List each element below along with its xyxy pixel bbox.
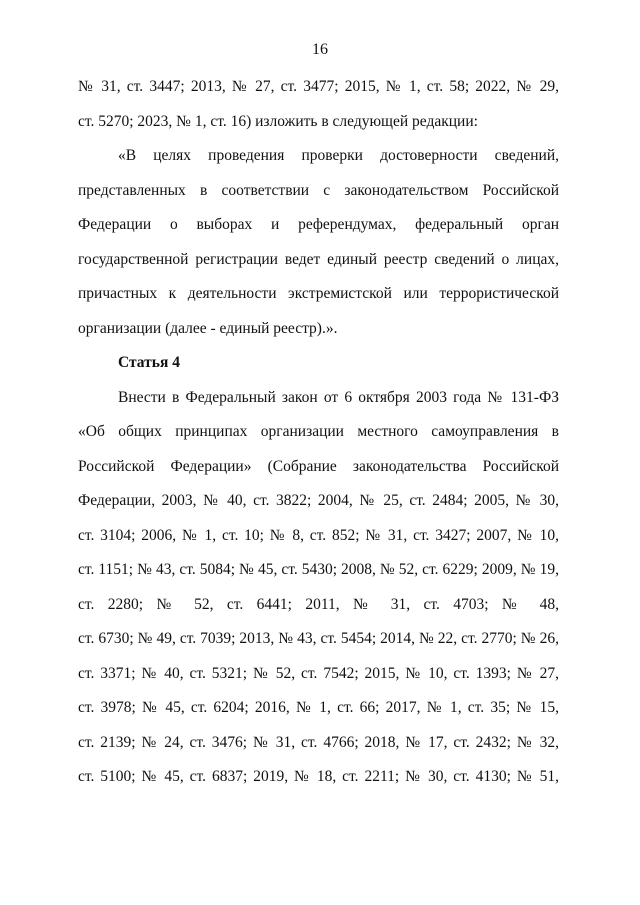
text-line: Федерации, 2003, № 40, ст. 3822; 2004, № 25, ст. 2484; 2005, № 30, bbox=[78, 492, 559, 509]
text-line: Российской Федерации» (Собрание законодательства Российской bbox=[78, 457, 559, 475]
text-line: ст. 6730; № 49, ст. 7039; 2013, № 43, ст. 5454; 2014, № 22, ст. 2770; № 26, bbox=[78, 630, 559, 647]
text-line: ст. 2280; № 52, ст. 6441; 2011, № 31, ст. 4703; № 48, bbox=[78, 595, 559, 613]
text-line: «В целях проведения проверки достоверности сведений, bbox=[118, 147, 559, 164]
text-line: Федерации о выборах и референдумах, федеральный орган bbox=[78, 216, 559, 233]
text-line: ст. 3104; 2006, № 1, ст. 10; № 8, ст. 852; № 31, ст. 3427; 2007, № 10, bbox=[78, 526, 559, 544]
text-line: «Об общих принципах организации местного самоуправления в bbox=[78, 423, 559, 440]
text-line: представленных в соответствии с законодательством Российской bbox=[78, 181, 559, 199]
text-line: ст. 3978; № 45, ст. 6204; 2016, № 1, ст. 66; 2017, № 1, ст. 35; № 15, bbox=[78, 699, 559, 716]
text-line: организации (далее - единый реестр).». bbox=[78, 319, 338, 337]
text-line: № 31, ст. 3447; 2013, № 27, ст. 3477; 2015, № 1, ст. 58; 2022, № 29, bbox=[78, 78, 559, 95]
text-line: ст. 2139; № 24, ст. 3476; № 31, ст. 4766; 2018, № 17, ст. 2432; № 32, bbox=[78, 733, 559, 751]
text-line: государственной регистрации ведет единый реестр сведений о лицах, bbox=[78, 250, 559, 268]
text-line: ст. 1151; № 43, ст. 5084; № 45, ст. 5430; 2008, № 52, ст. 6229; 2009, № 19, bbox=[78, 561, 559, 578]
text-line: причастных к деятельности экстремистской или террористической bbox=[78, 285, 559, 302]
article-heading: Статья 4 bbox=[118, 354, 180, 371]
text-line: ст. 5100; № 45, ст. 6837; 2019, № 18, ст. 2211; № 30, ст. 4130; № 51, bbox=[78, 768, 559, 785]
page-number: 16 bbox=[312, 41, 328, 58]
text-line: Внести в Федеральный закон от 6 октября 2003 года № 131-ФЗ bbox=[118, 388, 559, 406]
text-line: ст. 5270; 2023, № 1, ст. 16) изложить в следующей редакции: bbox=[78, 112, 478, 130]
text-line: ст. 3371; № 40, ст. 5321; № 52, ст. 7542; 2015, № 10, ст. 1393; № 27, bbox=[78, 664, 559, 682]
document-body bbox=[78, 76, 559, 801]
